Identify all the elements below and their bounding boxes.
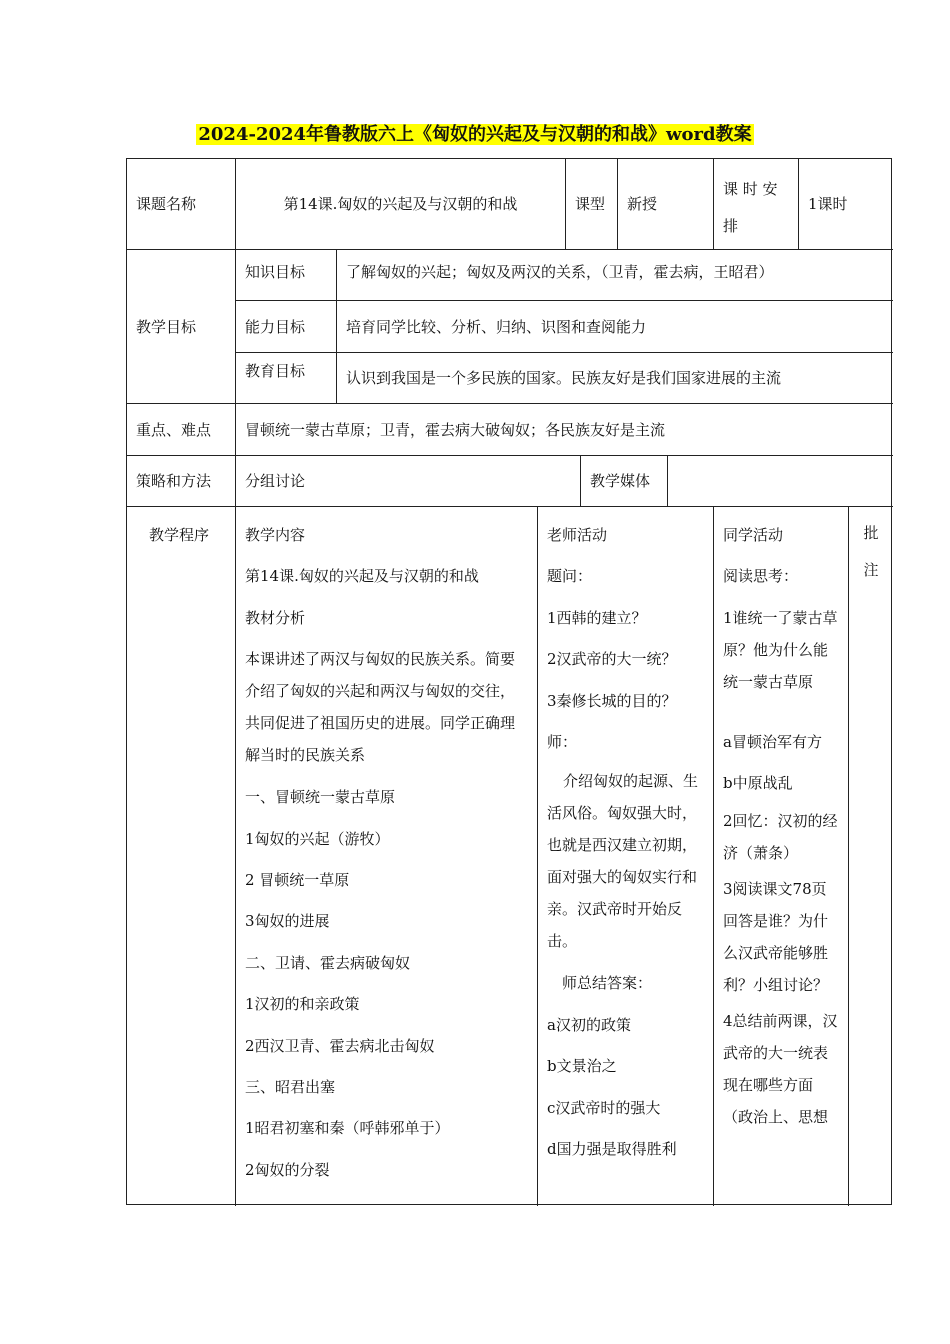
outline-item: 一、冒顿统一蒙古草原 xyxy=(245,788,396,807)
teacher-line: 师： xyxy=(547,733,578,752)
student-header: 同学活动 xyxy=(723,526,784,544)
table-bottom-edge xyxy=(126,1204,892,1205)
procedure-teacher-column xyxy=(538,507,714,1206)
outline-item: 1昭君初塞和秦（呼韩邪单于） xyxy=(245,1119,450,1138)
goal-name-education: 教育目标 xyxy=(236,353,337,404)
lesson-hours-value: 1课时 xyxy=(799,159,893,250)
teacher-summary-item: c汉武帝时的强大 xyxy=(547,1098,661,1117)
teacher-summary-item: a汉初的政策 xyxy=(547,1015,631,1034)
goal-name-knowledge: 知识目标 xyxy=(236,250,337,301)
goal-name-ability: 能力目标 xyxy=(236,301,337,353)
goal-text-knowledge: 了解匈奴的兴起；匈奴及两汉的关系，（卫青，霍去病，王昭君） xyxy=(337,250,893,301)
media-label: 教学媒体 xyxy=(581,456,668,507)
lesson-plan-table xyxy=(126,158,892,1205)
goals-label: 教学目标 xyxy=(127,250,236,404)
outline-item: 1汉初的和亲政策 xyxy=(245,995,360,1014)
teacher-summary-item: b文景治之 xyxy=(547,1057,617,1076)
teacher-summary-item: d国力强是取得胜利 xyxy=(547,1140,677,1159)
lesson-hours-label: 课 时 安 排 xyxy=(714,159,799,250)
teacher-line: 3秦修长城的目的？ xyxy=(547,691,677,710)
key-points-label: 重点、难点 xyxy=(127,404,236,456)
student-question-1: 1谁统一了蒙古草原？他为什么能统一蒙古草原 xyxy=(723,608,838,691)
procedure-label: 教学程序 xyxy=(127,507,236,1206)
outline-item: 二、卫请、霍去病破匈奴 xyxy=(245,953,411,972)
student-question-2: 2回忆：汉初的经济（萧条） xyxy=(723,811,838,862)
outline-item: 2西汉卫青、霍去病北击匈奴 xyxy=(245,1036,435,1055)
outline-item: 三、昭君出塞 xyxy=(245,1078,336,1097)
content-analysis-heading: 教材分析 xyxy=(245,608,306,627)
content-lesson-title: 第14课.匈奴的兴起及与汉朝的和战 xyxy=(245,567,479,586)
outline-item: 1匈奴的兴起（游牧） xyxy=(245,829,390,848)
teacher-line: 2汉武帝的大一统？ xyxy=(547,650,677,669)
teacher-summary-heading: 师总结答案： xyxy=(562,974,653,993)
student-question-4: 4总结前两课，汉武帝的大一统表现在哪些方面（政治上、思想 xyxy=(723,1011,838,1126)
content-analysis-text: 本课讲述了两汉与匈奴的民族关系。简要介绍了匈奴的兴起和两汉与匈奴的交往，共同促进了祖国历史的进展。同学正确理解当时的民族关系 xyxy=(245,650,516,765)
teacher-line: 1西韩的建立？ xyxy=(547,608,647,627)
teacher-header: 老师活动 xyxy=(547,526,608,544)
lesson-type-label: 课型 xyxy=(566,159,618,250)
teacher-line: 题问： xyxy=(547,567,593,586)
student-question-3: 3阅读课文78页回答是谁？为什么汉武帝能够胜利？小组讨论？ xyxy=(723,879,829,994)
notes-label: 批注 xyxy=(863,524,879,579)
key-points-text: 冒顿统一蒙古草原；卫青，霍去病大破匈奴；各民族友好是主流 xyxy=(236,404,893,456)
procedure-content-column xyxy=(236,507,538,1206)
outline-item: 2 冒顿统一草原 xyxy=(245,871,350,890)
procedure-student-column xyxy=(714,507,849,1206)
procedure-notes-column xyxy=(849,507,893,1206)
media-value xyxy=(668,456,893,507)
lesson-name-value: 第14课.匈奴的兴起及与汉朝的和战 xyxy=(236,159,566,250)
document-title: 2024-2024年鲁教版六上《匈奴的兴起及与汉朝的和战》word教案 xyxy=(198,124,752,145)
lesson-type-value: 新授 xyxy=(618,159,714,250)
content-header: 教学内容 xyxy=(245,526,306,544)
outline-item: 3匈奴的进展 xyxy=(245,912,330,931)
student-line: 阅读思考： xyxy=(723,567,799,586)
strategy-text: 分组讨论 xyxy=(236,456,581,507)
goal-text-education: 认识到我国是一个多民族的国家。民族友好是我们国家进展的主流 xyxy=(337,353,893,404)
lesson-name-label: 课题名称 xyxy=(127,159,236,250)
teacher-intro-text: 介绍匈奴的起源、生活风俗。匈奴强大时，也就是西汉建立初期，面对强大的匈奴实行和亲。汉武帝时开始反击。 xyxy=(547,772,699,951)
strategy-label: 策略和方法 xyxy=(127,456,236,507)
goal-text-ability: 培育同学比较、分析、归纳、识图和查阅能力 xyxy=(337,301,893,353)
outline-item: 2匈奴的分裂 xyxy=(245,1160,330,1179)
student-answer: a冒顿治军有方 xyxy=(723,732,822,751)
student-answer: b中原战乱 xyxy=(723,774,793,793)
